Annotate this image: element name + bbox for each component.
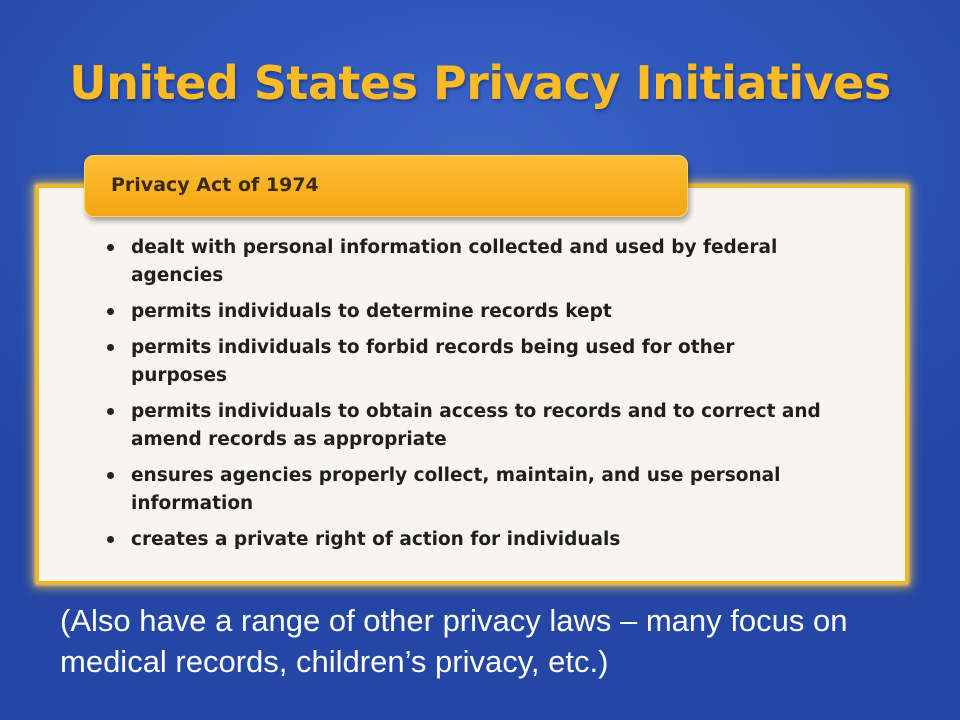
section-header-tab xyxy=(84,155,688,217)
bullet-text: creates a private right of action for individuals xyxy=(131,529,621,550)
bullet-item xyxy=(105,526,825,554)
slide-title: United States Privacy Initiatives xyxy=(69,56,891,110)
bullet-item xyxy=(105,398,825,454)
bullet-text: permits individuals to obtain access to records and to correct and amend records as appropriate xyxy=(131,401,821,450)
bullet-icon xyxy=(107,408,114,415)
bullet-item xyxy=(105,462,825,518)
bullet-text: permits individuals to determine records kept xyxy=(131,301,612,322)
bullet-item xyxy=(105,334,825,390)
bullet-text: permits individuals to forbid records being used for other purposes xyxy=(131,337,735,386)
bullet-text: ensures agencies properly collect, maintain, and use personal information xyxy=(131,465,781,514)
bullet-item xyxy=(105,234,825,290)
footnote-text: (Also have a range of other privacy laws – many focus on medical records, children’s privacy, etc.) xyxy=(60,603,848,679)
bullet-icon xyxy=(107,536,114,543)
bullet-icon xyxy=(107,472,114,479)
bullet-icon xyxy=(107,244,114,251)
bullet-item xyxy=(105,298,825,326)
bullet-icon xyxy=(107,344,114,351)
bullet-icon xyxy=(107,308,114,315)
bullet-list xyxy=(105,234,825,562)
section-header-label: Privacy Act of 1974 xyxy=(111,174,319,196)
bullet-text: dealt with personal information collected and used by federal agencies xyxy=(131,237,778,286)
